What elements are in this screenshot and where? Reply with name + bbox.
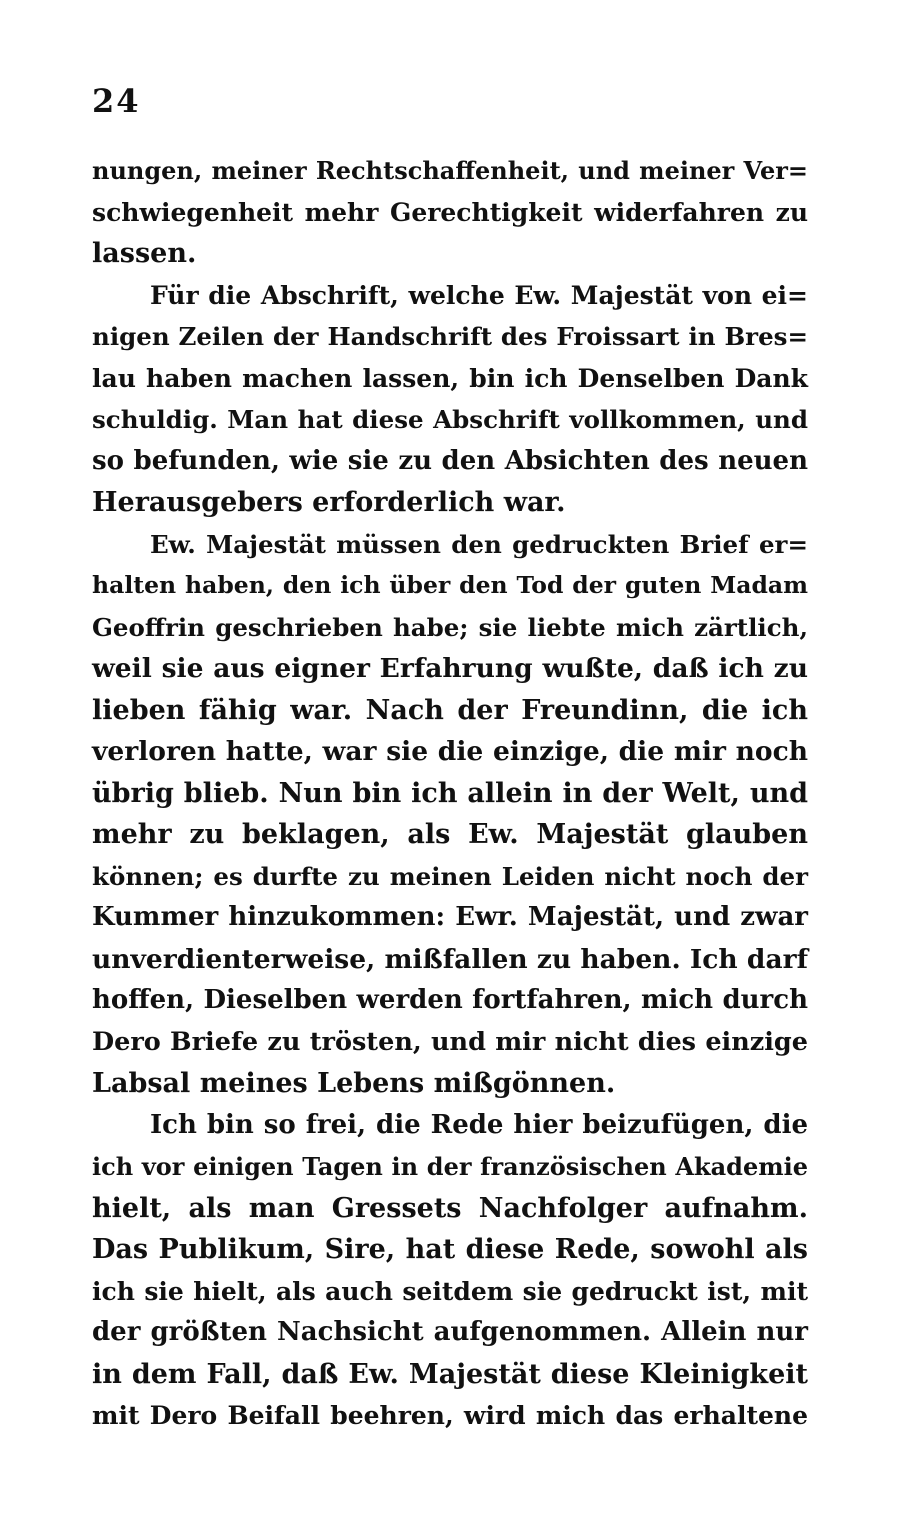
text-line: weil sie aus eigner Erfahrung wußte, daß ich zu [92,653,808,684]
text-line: Herausgebers erforderlich war. [92,487,566,518]
text-line: nigen Zeilen der Handschrift des Froissart in Bres= [92,322,808,351]
text-line: Dero Briefe zu trösten, und mir nicht dies einzige [92,1026,808,1057]
text-line: hoffen, Dieselben werden fortfahren, mich durch [92,985,808,1015]
text-line: der größten Nachsicht aufgenommen. Allein nur [92,1317,808,1347]
paragraph-start-line: Für die Abschrift, welche Ew. Majestät von ei= [150,280,808,310]
text-line: schwiegenheit mehr Gerechtigkeit widerfahren zu [92,197,808,227]
text-line: ich sie hielt, als auch seitdem sie gedruckt ist, mit [92,1276,808,1306]
text-line: mehr zu beklagen, als Ew. Majestät glauben [92,819,808,850]
paragraph-start-line: Ich bin so frei, die Rede hier beizufügen, die [150,1109,808,1140]
text-line: lassen. [92,238,197,269]
text-line: übrig blieb. Nun bin ich allein in der Welt, und [92,777,808,809]
text-line: nungen, meiner Rechtschaffenheit, und meiner Ver= [92,156,808,185]
page-number: 24 [92,82,141,120]
text-line: so befunden, wie sie zu den Absichten des neuen [92,445,808,476]
text-line: schuldig. Man hat diese Abschrift vollkommen, und [92,405,808,434]
text-line: verloren hatte, war sie die einzige, die mir noch [92,736,808,767]
paragraph-start-line: Ew. Majestät müssen den gedruckten Brief er= [150,529,808,559]
text-line: Kummer hinzukommen: Ewr. Majestät, und zwar [92,902,808,932]
text-line: ich vor einigen Tagen in der französischen Akademie [92,1152,808,1181]
text-line: hielt, als man Gressets Nachfolger aufnahm. [92,1192,808,1224]
text-line: können; es durfte zu meinen Leiden nicht noch der [92,861,808,891]
text-line: Geoffrin geschrieben habe; sie liebte mich zärtlich, [92,612,808,642]
text-line: in dem Fall, daß Ew. Majestät diese Kleinigkeit [92,1358,808,1390]
body-text [92,150,808,1437]
text-line: halten haben, den ich über den Tod der guten Madam [92,571,808,599]
text-line: lieben fähig war. Nach der Freundinn, die ich [92,694,808,726]
text-line: Labsal meines Lebens mißgönnen. [92,1068,616,1099]
text-line: lau haben machen lassen, bin ich Denselben Dank [92,363,808,393]
text-line: Das Publikum, Sire, hat diese Rede, sowohl als [92,1234,808,1265]
text-line: unverdienterweise, mißfallen zu haben. Ich darf [92,943,808,975]
text-line: mit Dero Beifall beehren, wird mich das erhaltene [92,1401,808,1430]
